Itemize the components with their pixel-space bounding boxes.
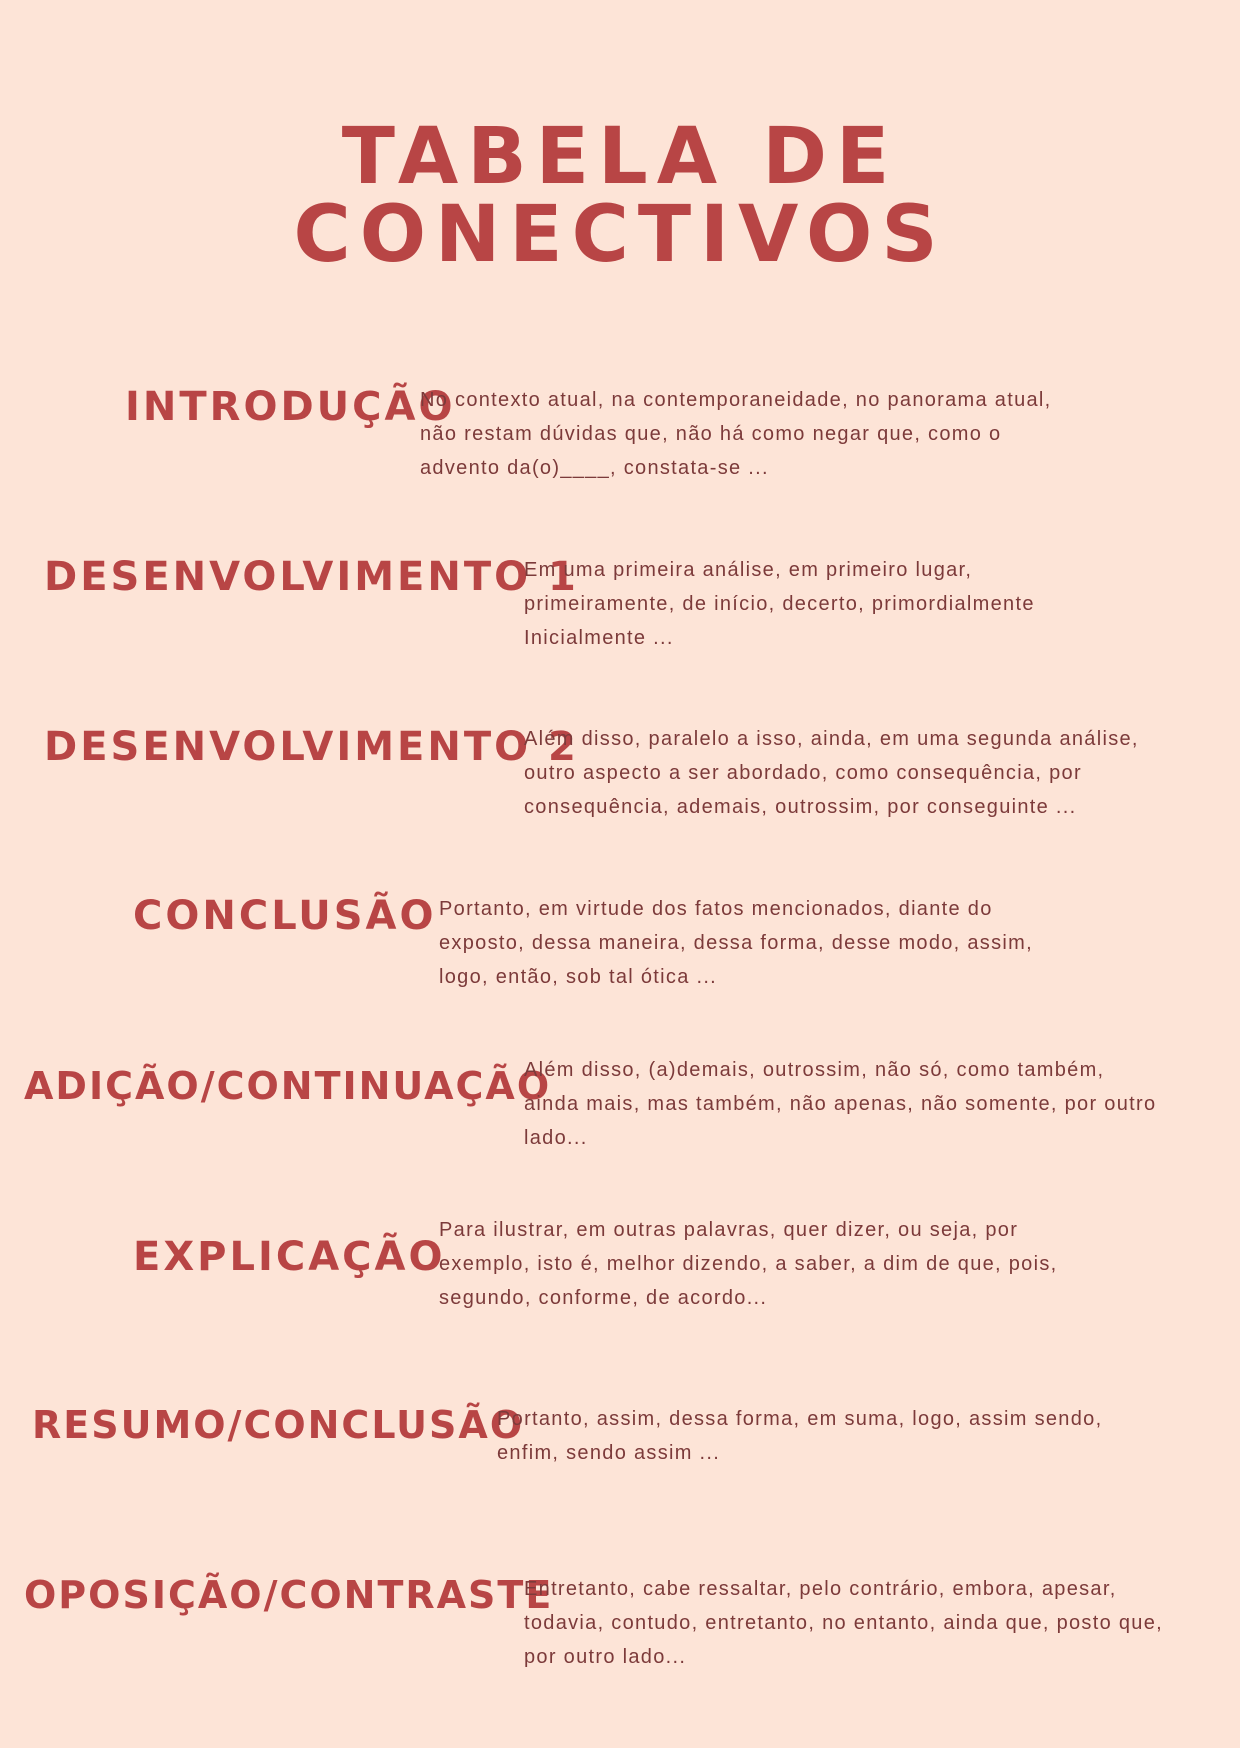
section-text-adicao-continuacao: Além disso, (a)demais, outrossim, não só, como também, ainda mais, mas também, não apenas, não somente, por outro lado... bbox=[524, 1059, 1157, 1149]
section-text-introducao: No contexto atual, na contemporaneidade, no panorama atual, não restam dúvidas que, não há como negar que, como o advento da(o)____, constata-se ... bbox=[420, 389, 1052, 479]
section-heading-resumo-conclusao: RESUMO/CONCLUSÃO bbox=[32, 1403, 525, 1447]
section-heading-conclusao: CONCLUSÃO bbox=[133, 893, 437, 939]
section-text-explicacao: Para ilustrar, em outras palavras, quer dizer, ou seja, por exemplo, isto é, melhor dizendo, a saber, a dim de que, pois, segundo, conforme, de acordo... bbox=[439, 1219, 1058, 1309]
section-text-desenvolvimento-2: Além disso, paralelo a isso, ainda, em uma segunda análise, outro aspecto a ser abordado, como consequência, por consequência, ademais, outrossim, por conseguinte ... bbox=[524, 728, 1139, 818]
section-heading-oposicao-contraste: OPOSIÇÃO/CONTRASTE bbox=[24, 1573, 554, 1617]
section-heading-desenvolvimento-1: DESENVOLVIMENTO 1 bbox=[44, 554, 579, 600]
section-text-oposicao-contraste: Entretanto, cabe ressaltar, pelo contrário, embora, apesar, todavia, contudo, entretanto, no entanto, ainda que, posto que, por outro lado... bbox=[524, 1578, 1163, 1668]
section-heading-desenvolvimento-2: DESENVOLVIMENTO 2 bbox=[44, 724, 579, 770]
section-text-conclusao: Portanto, em virtude dos fatos mencionados, diante do exposto, dessa maneira, dessa forma, desse modo, assim, logo, então, sob tal ótica ... bbox=[439, 898, 1033, 988]
section-text-desenvolvimento-1: Em uma primeira análise, em primeiro lugar, primeiramente, de início, decerto, primordialmente Inicialmente ... bbox=[524, 559, 1035, 649]
section-text-resumo-conclusao: Portanto, assim, dessa forma, em suma, logo, assim sendo, enfim, sendo assim ... bbox=[497, 1408, 1103, 1464]
section-heading-explicacao: EXPLICAÇÃO bbox=[133, 1234, 446, 1280]
section-heading-adicao-continuacao: ADIÇÃO/CONTINUAÇÃO bbox=[24, 1064, 552, 1108]
page-title: TABELA DE CONECTIVOS bbox=[293, 112, 947, 280]
section-heading-introducao: INTRODUÇÃO bbox=[125, 384, 456, 430]
